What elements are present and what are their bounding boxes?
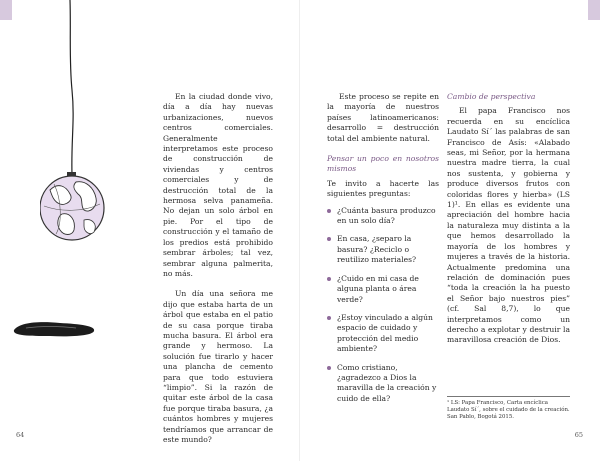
section-heading-reflection: Pensar un poco en nosotros mismos <box>327 154 439 174</box>
list-item: ¿Cuido en mi casa de alguna planta o área verde? <box>327 274 439 305</box>
hanging-globe-illustration <box>40 0 140 250</box>
list-item: ¿Estoy vinculado a algún espacio de cuidado y protección del medio ambiente? <box>327 313 439 355</box>
page-edge-tab-right <box>588 0 600 20</box>
left-page-text-column <box>163 92 273 445</box>
left-paragraph-1: En la ciudad donde vivo, día a día hay nuevas urbanizaciones, nuevos centros comerciales. Generalmente interpretamos este proceso de construcción de viviendas y centros comerciales y de destrucción total de la hermosa selva panameña. No dejan un solo árbol en pie. Por el tipo de construcción y el tamaño de los predios está prohibido sembrar árboles; tal vez, sembrar alguna palmerita, no más. <box>163 92 273 278</box>
page-number-right: 65 <box>574 431 583 439</box>
page-edge-tab-left <box>0 0 12 20</box>
questions-intro: Te invito a hacerte las siguientes preguntas: <box>327 178 439 199</box>
footnote: ¹ LS: Papa Francisco, Carta encíclica Laudato Sí´, sobre el cuidado de la creación. San Pablo, Bogotá 2015. <box>447 396 570 421</box>
perspective-paragraph: El papa Francisco nos recuerda en su encíclica Laudato Sí´ las palabras de san Francisco de Asís: «Alabado seas, mi Señor, por la hermana nuestra madre tierra, la cual nos sustenta, y gobierna y produce diversos frutos con coloridas flores y hierba» (LS 1)¹. En ellas es evidente una apreciación del hombre hacia la naturaleza muy distinta a la que hemos desarrollado la mayoría de los hombres y mujeres a través de la historia. Actualmente predomina una relación de dominación pues “toda la creación la ha puesto el Señor bajo nuestros pies” (cf. Sal 8,7), lo que interpretamos como un derecho a explotar y destruir la maravillosa creación de Dios. <box>447 106 570 345</box>
right-page-text-column-2 <box>447 92 570 346</box>
right-page-text-column-1 <box>327 92 439 412</box>
intro-paragraph: Este proceso se repite en la mayoría de nuestros países latinoamericanos: desarrollo = destrucción total del ambiente natural. <box>327 92 439 143</box>
list-item: Como cristiano, ¿agradezco a Dios la maravilla de la creación y cuido de ella? <box>327 363 439 405</box>
question-list <box>327 206 439 405</box>
book-gutter <box>299 0 300 461</box>
section-heading-perspective: Cambio de perspectiva <box>447 92 536 101</box>
list-item: En casa, ¿separo la basura? ¿Reciclo o reutilizo materiales? <box>327 234 439 265</box>
left-paragraph-2: Un día una señora me dijo que estaba harta de un árbol que estaba en el patio de su casa porque tiraba mucha basura. El árbol era grande y hermoso. La solución fue tirarlo y hacer una plancha de cemento para que todo estuviera “limpio”. Si la razón de quitar este árbol de la casa fue porque tiraba basura, ¿a cuántos hombres y mujeres tendríamos que arrancar de este mundo? <box>163 289 273 444</box>
list-item: ¿Cuánta basura produzco en un solo día? <box>327 206 439 227</box>
page-number-left: 64 <box>16 431 25 439</box>
ink-puddle-illustration <box>10 318 100 340</box>
